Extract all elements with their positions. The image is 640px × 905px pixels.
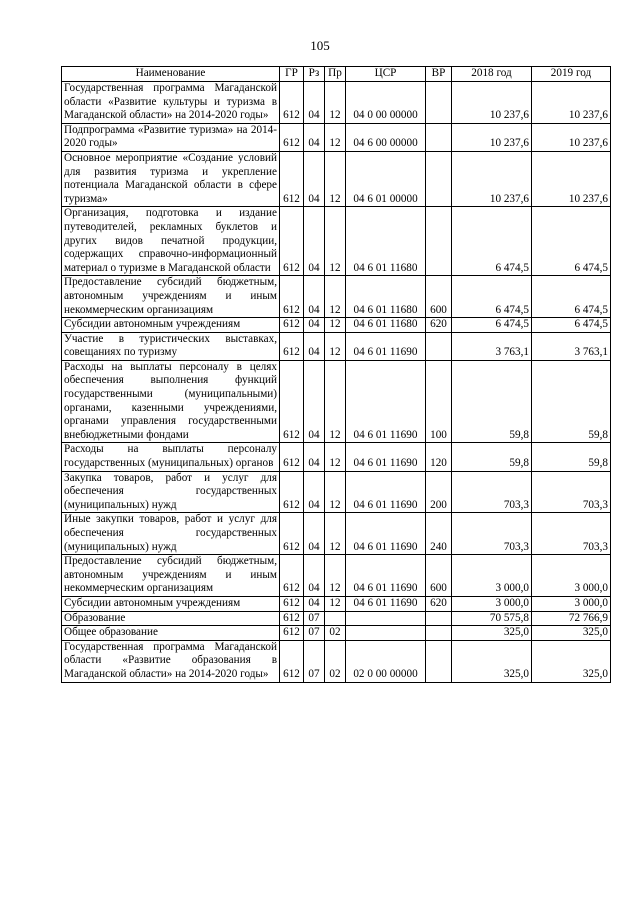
- row-gr: 612: [280, 360, 304, 443]
- row-name: Основное мероприятие «Создание условий для развития туризма и укрепление потенциала Магаданской области в сфере туризма»: [62, 151, 280, 206]
- row-vr: 200: [426, 471, 452, 513]
- row-rz: 04: [304, 276, 325, 318]
- page-number: 105: [310, 38, 330, 53]
- table-row: [62, 207, 611, 276]
- row-pr: 12: [325, 332, 346, 360]
- row-pr: 12: [325, 360, 346, 443]
- row-pr: 02: [325, 640, 346, 682]
- row-name: Государственная программа Магаданской области «Развитие образования в Магаданской области» на 2014-2020 годы»: [62, 640, 280, 682]
- row-2019-value: 703,3: [532, 471, 611, 513]
- row-csr: [346, 626, 426, 641]
- row-csr: 04 6 01 11690: [346, 596, 426, 611]
- row-rz: 04: [304, 207, 325, 276]
- row-2018-value: 6 474,5: [452, 318, 532, 333]
- row-2019-value: 72 766,9: [532, 611, 611, 626]
- row-gr: 612: [280, 443, 304, 471]
- row-gr: 612: [280, 555, 304, 597]
- row-2018-value: 703,3: [452, 513, 532, 555]
- row-pr: [325, 611, 346, 626]
- row-vr: 600: [426, 555, 452, 597]
- table-row: [62, 276, 611, 318]
- header-csr: ЦСР: [346, 67, 426, 82]
- row-pr: 12: [325, 123, 346, 151]
- row-gr: 612: [280, 332, 304, 360]
- row-name: Субсидии автономным учреждениям: [62, 596, 280, 611]
- row-csr: 04 6 01 11690: [346, 332, 426, 360]
- row-gr: 612: [280, 513, 304, 555]
- row-2018-value: 59,8: [452, 443, 532, 471]
- row-vr: [426, 611, 452, 626]
- row-vr: 620: [426, 596, 452, 611]
- row-csr: 04 0 00 00000: [346, 82, 426, 124]
- row-2018-value: 325,0: [452, 626, 532, 641]
- table-row: [62, 443, 611, 471]
- row-vr: [426, 640, 452, 682]
- row-pr: 12: [325, 207, 346, 276]
- row-gr: 612: [280, 123, 304, 151]
- row-vr: 120: [426, 443, 452, 471]
- row-rz: 07: [304, 611, 325, 626]
- row-vr: 240: [426, 513, 452, 555]
- table-row: [62, 360, 611, 443]
- row-csr: [346, 611, 426, 626]
- row-2019-value: 6 474,5: [532, 207, 611, 276]
- row-gr: 612: [280, 318, 304, 333]
- table-row: [62, 640, 611, 682]
- row-2018-value: 6 474,5: [452, 207, 532, 276]
- row-rz: 04: [304, 151, 325, 206]
- header-2018: 2018 год: [452, 67, 532, 82]
- row-name: Общее образование: [62, 626, 280, 641]
- row-2019-value: 59,8: [532, 443, 611, 471]
- row-rz: 04: [304, 513, 325, 555]
- row-name: Предоставление субсидий бюджетным, автономным учреждениям и иным некоммерческим организациям: [62, 276, 280, 318]
- row-vr: [426, 207, 452, 276]
- row-csr: 04 6 01 11680: [346, 276, 426, 318]
- row-2019-value: 6 474,5: [532, 276, 611, 318]
- row-vr: [426, 151, 452, 206]
- row-2018-value: 10 237,6: [452, 82, 532, 124]
- row-rz: 04: [304, 332, 325, 360]
- row-2018-value: 325,0: [452, 640, 532, 682]
- row-rz: 07: [304, 626, 325, 641]
- row-csr: 04 6 01 11690: [346, 513, 426, 555]
- row-2019-value: 3 000,0: [532, 596, 611, 611]
- row-gr: 612: [280, 207, 304, 276]
- row-2019-value: 703,3: [532, 513, 611, 555]
- row-name: Предоставление субсидий бюджетным, автономным учреждениям и иным некоммерческим организациям: [62, 555, 280, 597]
- header-gr: ГР: [280, 67, 304, 82]
- header-row: [62, 67, 611, 82]
- row-pr: 12: [325, 318, 346, 333]
- header-vr: ВР: [426, 67, 452, 82]
- row-csr: 04 6 01 00000: [346, 151, 426, 206]
- row-2018-value: 10 237,6: [452, 123, 532, 151]
- row-rz: 04: [304, 596, 325, 611]
- row-csr: 04 6 01 11690: [346, 443, 426, 471]
- row-csr: 04 6 00 00000: [346, 123, 426, 151]
- row-name: Участие в туристических выставках, совещаниях по туризму: [62, 332, 280, 360]
- row-pr: 12: [325, 443, 346, 471]
- table-row: [62, 123, 611, 151]
- row-2019-value: 10 237,6: [532, 151, 611, 206]
- row-vr: [426, 332, 452, 360]
- row-vr: [426, 123, 452, 151]
- table-row: [62, 82, 611, 124]
- row-csr: 02 0 00 00000: [346, 640, 426, 682]
- row-rz: 04: [304, 443, 325, 471]
- row-gr: 612: [280, 151, 304, 206]
- row-pr: 12: [325, 276, 346, 318]
- row-name: Субсидии автономным учреждениям: [62, 318, 280, 333]
- row-2019-value: 10 237,6: [532, 82, 611, 124]
- row-csr: 04 6 01 11690: [346, 471, 426, 513]
- row-csr: 04 6 01 11690: [346, 360, 426, 443]
- row-rz: 04: [304, 318, 325, 333]
- row-vr: 620: [426, 318, 452, 333]
- row-2018-value: 3 000,0: [452, 555, 532, 597]
- row-pr: 12: [325, 82, 346, 124]
- table-row: [62, 332, 611, 360]
- table-row: [62, 513, 611, 555]
- header-pr: Пр: [325, 67, 346, 82]
- row-name: Расходы на выплаты персоналу государственных (муниципальных) органов: [62, 443, 280, 471]
- row-gr: 612: [280, 82, 304, 124]
- row-rz: 04: [304, 555, 325, 597]
- row-2018-value: 70 575,8: [452, 611, 532, 626]
- row-name: Расходы на выплаты персоналу в целях обеспечения выполнения функций государственными (муниципальными) органами, казенными учреждениями, органами управления государственными внебюджетными фондами: [62, 360, 280, 443]
- table-row: [62, 626, 611, 641]
- row-name: Государственная программа Магаданской области «Развитие культуры и туризма в Магаданской области» на 2014-2020 годы»: [62, 82, 280, 124]
- row-rz: 04: [304, 123, 325, 151]
- row-2019-value: 10 237,6: [532, 123, 611, 151]
- row-2018-value: 59,8: [452, 360, 532, 443]
- row-2019-value: 3 763,1: [532, 332, 611, 360]
- row-name: Подпрограмма «Развитие туризма» на 2014-2020 годы»: [62, 123, 280, 151]
- table-row: [62, 555, 611, 597]
- row-rz: 07: [304, 640, 325, 682]
- row-2019-value: 6 474,5: [532, 318, 611, 333]
- row-csr: 04 6 01 11680: [346, 207, 426, 276]
- row-rz: 04: [304, 471, 325, 513]
- row-2018-value: 3 763,1: [452, 332, 532, 360]
- row-rz: 04: [304, 360, 325, 443]
- row-rz: 04: [304, 82, 325, 124]
- row-csr: 04 6 01 11690: [346, 555, 426, 597]
- row-gr: 612: [280, 640, 304, 682]
- row-name: Иные закупки товаров, работ и услуг для обеспечения государственных (муниципальных) нужд: [62, 513, 280, 555]
- header-name: Наименование: [62, 67, 280, 82]
- row-vr: [426, 626, 452, 641]
- row-vr: 600: [426, 276, 452, 318]
- row-pr: 12: [325, 471, 346, 513]
- row-pr: 12: [325, 151, 346, 206]
- row-2019-value: 3 000,0: [532, 555, 611, 597]
- row-2019-value: 325,0: [532, 626, 611, 641]
- row-name: Закупка товаров, работ и услуг для обеспечения государственных (муниципальных) нужд: [62, 471, 280, 513]
- row-gr: 612: [280, 596, 304, 611]
- row-vr: [426, 82, 452, 124]
- row-2019-value: 325,0: [532, 640, 611, 682]
- header-2019: 2019 год: [532, 67, 611, 82]
- row-2018-value: 6 474,5: [452, 276, 532, 318]
- row-vr: 100: [426, 360, 452, 443]
- row-pr: 12: [325, 555, 346, 597]
- row-2018-value: 3 000,0: [452, 596, 532, 611]
- table-row: [62, 596, 611, 611]
- row-pr: 02: [325, 626, 346, 641]
- row-gr: 612: [280, 471, 304, 513]
- row-2018-value: 10 237,6: [452, 151, 532, 206]
- budget-table: [61, 66, 611, 683]
- row-gr: 612: [280, 626, 304, 641]
- row-gr: 612: [280, 611, 304, 626]
- row-csr: 04 6 01 11680: [346, 318, 426, 333]
- table-row: [62, 471, 611, 513]
- row-name: Организация, подготовка и издание путеводителей, рекламных буклетов и других видов печатной продукции, содержащих справочно-информационный материал о туризме в Магаданской области: [62, 207, 280, 276]
- row-2019-value: 59,8: [532, 360, 611, 443]
- table-row: [62, 611, 611, 626]
- row-pr: 12: [325, 596, 346, 611]
- row-2018-value: 703,3: [452, 471, 532, 513]
- row-name: Образование: [62, 611, 280, 626]
- table-row: [62, 151, 611, 206]
- row-pr: 12: [325, 513, 346, 555]
- header-rz: Рз: [304, 67, 325, 82]
- table-row: [62, 318, 611, 333]
- row-gr: 612: [280, 276, 304, 318]
